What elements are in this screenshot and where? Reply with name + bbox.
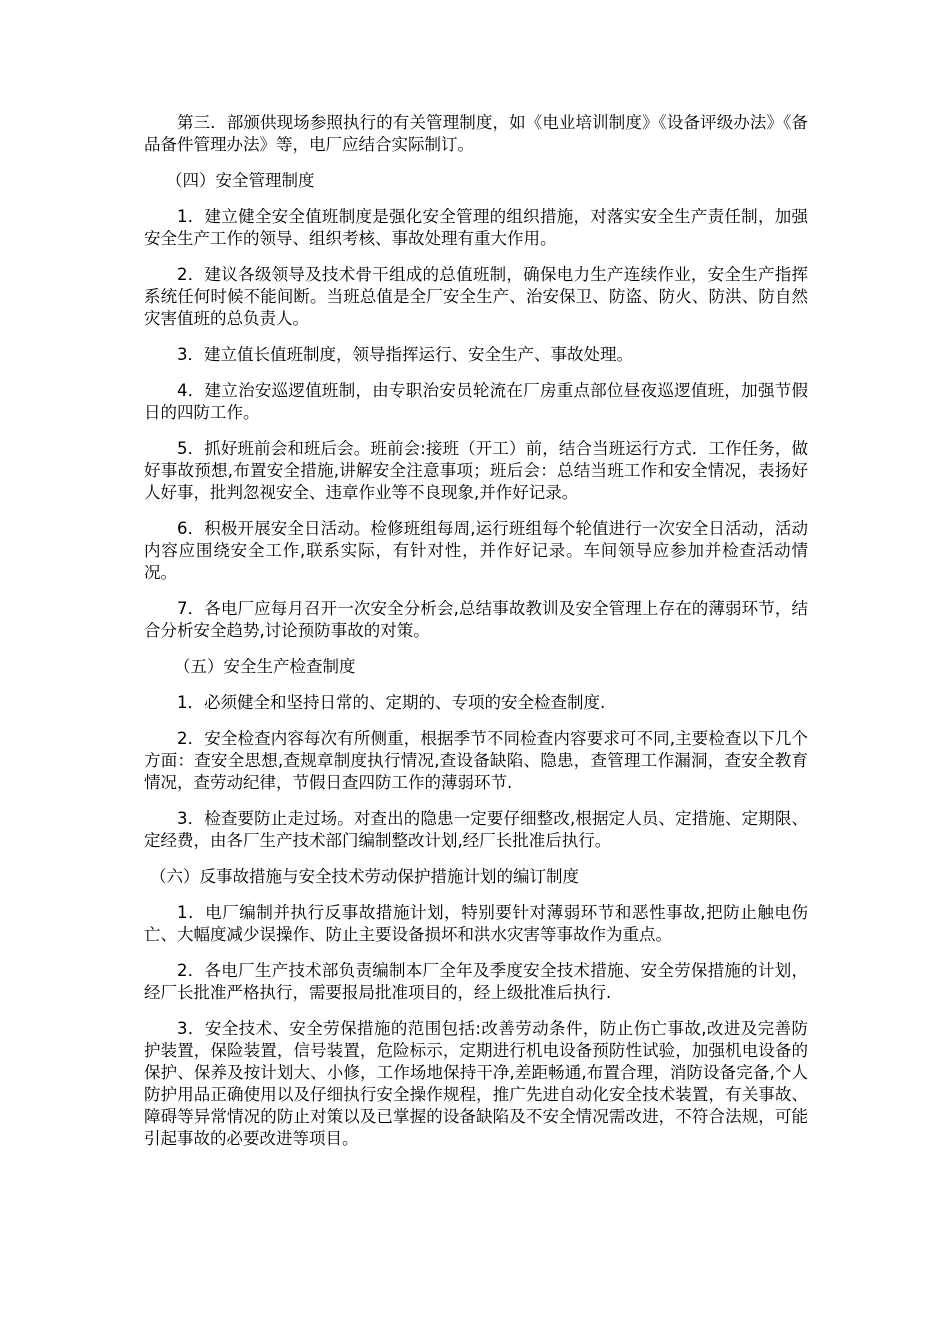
document-page	[144, 112, 808, 1164]
paragraph: 5．抓好班前会和班后会。班前会:接班（开工）前，结合当班运行方式．工作任务，做好事故预想,布置安全措施,讲解安全注意事项；班后会：总结当班工作和安全情况，表扬好人好事，批判忽视安全、违章作业等不良现象,并作好记录。	[144, 439, 808, 502]
paragraph: 1．电厂编制并执行反事故措施计划，特别要针对薄弱环节和恶性事故,把防止触电伤亡、大幅度减少误操作、防止主要设备损坏和洪水灾害等事故作为重点。	[144, 903, 808, 944]
section-heading: （四）安全管理制度	[166, 171, 315, 190]
paragraph: 3．检查要防止走过场。对查出的隐患一定要仔细整改,根据定人员、定措施、定期限、定经费，由各厂生产技术部门编制整改计划,经厂长批准后执行。	[144, 809, 808, 850]
section-heading: （五）安全生产检查制度	[174, 657, 356, 676]
paragraph: 2．安全检查内容每次有所侧重，根据季节不同检查内容要求可不同,主要检查以下几个方面：查安全思想,查规章制度执行情况,查设备缺陷、隐患，查管理工作漏洞，查安全教育情况，查劳动纪律，节假日查四防工作的薄弱环节.	[144, 729, 808, 792]
paragraph: 2．建议各级领导及技术骨干组成的总值班制，确保电力生产连续作业，安全生产指挥系统任何时候不能间断。当班总值是全厂安全生产、治安保卫、防盗、防火、防洪、防自然灾害值班的总负责人。	[144, 265, 808, 328]
section-heading: （六）反事故措施与安全技术劳动保护措施计划的编订制度	[150, 867, 579, 886]
paragraph: 1．必须健全和坚持日常的、定期的、专项的安全检查制度.	[177, 693, 606, 712]
paragraph: 6．积极开展安全日活动。检修班组每周,运行班组每个轮值进行一次安全日活动，活动内容应围绕安全工作,联系实际，有针对性，并作好记录。车间领导应参加并检查活动情况。	[144, 519, 808, 582]
paragraph: 4．建立治安巡逻值班制，由专职治安员轮流在厂房重点部位昼夜巡逻值班，加强节假日的四防工作。	[144, 381, 808, 422]
paragraph: 第三．部颁供现场参照执行的有关管理制度，如《电业培训制度》《设备评级办法》《备品备件管理办法》等，电厂应结合实际制订。	[144, 113, 808, 154]
paragraph: 7．各电厂应每月召开一次安全分析会,总结事故教训及安全管理上存在的薄弱环节，结合分析安全趋势,讨论预防事故的对策。	[144, 599, 808, 640]
paragraph: 1．建立健全安全值班制度是强化安全管理的组织措施，对落实安全生产责任制，加强安全生产工作的领导、组织考核、事故处理有重大作用。	[144, 207, 808, 248]
paragraph: 3．安全技术、安全劳保措施的范围包括:改善劳动条件，防止伤亡事故,改进及完善防护装置，保险装置，信号装置，危险标示，定期进行机电设备预防性试验，加强机电设备的保护、保养及按计划大、小修，工作场地保持干净,差距畅通,布置合理，消防设备完备,个人防护用品正确使用以及仔细执行安全操作规程，推广先进自动化安全技术装置，有关事故、障碍等异常情况的防止对策以及已掌握的设备缺陷及不安全情况需改进，不符合法规，可能引起事故的必要改进等项目。	[144, 1019, 808, 1148]
paragraph: 3．建立值长值班制度，领导指挥运行、安全生产、事故处理。	[177, 345, 633, 364]
paragraph: 2．各电厂生产技术部负责编制本厂全年及季度安全技术措施、安全劳保措施的计划，经厂长批准严格执行，需要报局批准项目的，经上级批准后执行.	[144, 961, 808, 1002]
